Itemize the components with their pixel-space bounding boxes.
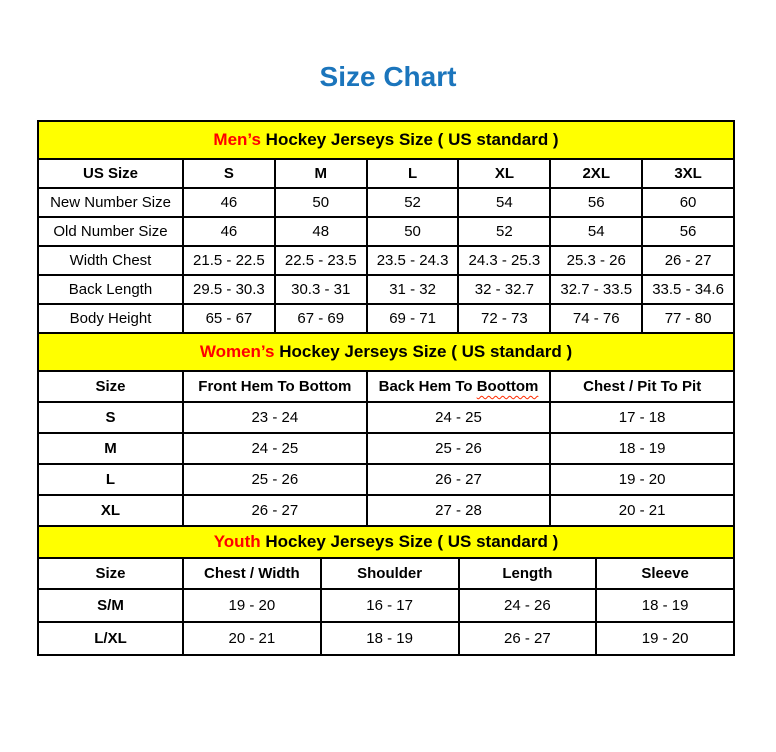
data-cell: 56 [550, 188, 642, 217]
mens-section-header [37, 120, 735, 160]
data-cell: 26 - 27 [367, 464, 551, 495]
data-cell: 18 - 19 [550, 433, 734, 464]
data-cell: 56 [642, 217, 734, 246]
header-cell: Chest / Width [183, 558, 321, 589]
youth-section-header [37, 525, 735, 559]
data-cell: 19 - 20 [183, 589, 321, 622]
header-cell: Size [38, 371, 183, 402]
mens-size-table [37, 158, 735, 334]
data-cell: 20 - 21 [550, 495, 734, 526]
data-cell: 25 - 26 [367, 433, 551, 464]
table-row [38, 275, 734, 304]
table-row [38, 622, 734, 655]
data-cell: 23 - 24 [183, 402, 367, 433]
header-cell [367, 371, 551, 402]
data-cell: 52 [367, 188, 459, 217]
data-cell: 24 - 26 [459, 589, 597, 622]
header-cell: Front Hem To Bottom [183, 371, 367, 402]
data-cell: 30.3 - 31 [275, 275, 367, 304]
row-label: Back Length [38, 275, 183, 304]
row-label: Old Number Size [38, 217, 183, 246]
data-cell: 69 - 71 [367, 304, 459, 333]
table-row [38, 304, 734, 333]
table-row [38, 217, 734, 246]
row-label: XL [38, 495, 183, 526]
data-cell: 20 - 21 [183, 622, 321, 655]
data-cell: 19 - 20 [596, 622, 734, 655]
data-cell: 18 - 19 [321, 622, 459, 655]
data-cell: 25.3 - 26 [550, 246, 642, 275]
data-cell: 24 - 25 [183, 433, 367, 464]
data-cell: 67 - 69 [275, 304, 367, 333]
row-label: L [38, 464, 183, 495]
data-cell: 24 - 25 [367, 402, 551, 433]
table-row [38, 246, 734, 275]
data-cell: 16 - 17 [321, 589, 459, 622]
row-label: M [38, 433, 183, 464]
data-cell: 54 [550, 217, 642, 246]
data-cell: 21.5 - 22.5 [183, 246, 275, 275]
youth-section-highlight: Youth [213, 532, 261, 551]
data-cell: 54 [458, 188, 550, 217]
header-cell: 3XL [642, 159, 734, 188]
data-cell: 26 - 27 [183, 495, 367, 526]
data-cell: 46 [183, 217, 275, 246]
header-cell: 2XL [550, 159, 642, 188]
womens-section-highlight: Women’s [199, 342, 275, 361]
womens-section-header [37, 332, 735, 372]
header-cell: Chest / Pit To Pit [550, 371, 734, 402]
youth-section-title-rest: Hockey Jerseys Size ( US standard ) [260, 532, 559, 551]
youth-size-table [37, 557, 735, 656]
data-cell: 65 - 67 [183, 304, 275, 333]
data-cell: 23.5 - 24.3 [367, 246, 459, 275]
data-cell: 77 - 80 [642, 304, 734, 333]
data-cell: 24.3 - 25.3 [458, 246, 550, 275]
table-row [38, 495, 734, 526]
womens-header-row [38, 371, 734, 402]
data-cell: 29.5 - 30.3 [183, 275, 275, 304]
size-chart [37, 120, 735, 656]
page-title: Size Chart [319, 61, 457, 92]
table-row [38, 464, 734, 495]
data-cell: 27 - 28 [367, 495, 551, 526]
header-cell: Shoulder [321, 558, 459, 589]
row-label: New Number Size [38, 188, 183, 217]
data-cell: 19 - 20 [550, 464, 734, 495]
data-cell: 46 [183, 188, 275, 217]
data-cell: 74 - 76 [550, 304, 642, 333]
table-row [38, 188, 734, 217]
data-cell: 33.5 - 34.6 [642, 275, 734, 304]
data-cell: 26 - 27 [459, 622, 597, 655]
data-cell: 25 - 26 [183, 464, 367, 495]
header-cell: L [367, 159, 459, 188]
mens-section-title-rest: Hockey Jerseys Size ( US standard ) [260, 130, 559, 149]
header-cell: Sleeve [596, 558, 734, 589]
row-label: Body Height [38, 304, 183, 333]
header-cell: XL [458, 159, 550, 188]
data-cell: 60 [642, 188, 734, 217]
data-cell: 17 - 18 [550, 402, 734, 433]
header-cell: M [275, 159, 367, 188]
data-cell: 72 - 73 [458, 304, 550, 333]
youth-header-row [38, 558, 734, 589]
data-cell: 18 - 19 [596, 589, 734, 622]
data-cell: 50 [275, 188, 367, 217]
header-text: Back Hem To [378, 378, 477, 395]
womens-section-title-rest: Hockey Jerseys Size ( US standard ) [274, 342, 573, 361]
mens-section-highlight: Men’s [213, 130, 261, 149]
header-cell: US Size [38, 159, 183, 188]
mens-header-row [38, 159, 734, 188]
row-label: S/M [38, 589, 183, 622]
data-cell: 26 - 27 [642, 246, 734, 275]
data-cell: 50 [367, 217, 459, 246]
data-cell: 31 - 32 [367, 275, 459, 304]
header-cell: Size [38, 558, 183, 589]
table-row [38, 589, 734, 622]
data-cell: 32.7 - 33.5 [550, 275, 642, 304]
data-cell: 52 [458, 217, 550, 246]
data-cell: 32 - 32.7 [458, 275, 550, 304]
row-label: S [38, 402, 183, 433]
misspelled-word: Boottom [476, 378, 539, 395]
data-cell: 22.5 - 23.5 [275, 246, 367, 275]
row-label: L/XL [38, 622, 183, 655]
data-cell: 48 [275, 217, 367, 246]
header-cell: Length [459, 558, 597, 589]
table-row [38, 433, 734, 464]
womens-size-table [37, 370, 735, 527]
table-row [38, 402, 734, 433]
header-cell: S [183, 159, 275, 188]
row-label: Width Chest [38, 246, 183, 275]
